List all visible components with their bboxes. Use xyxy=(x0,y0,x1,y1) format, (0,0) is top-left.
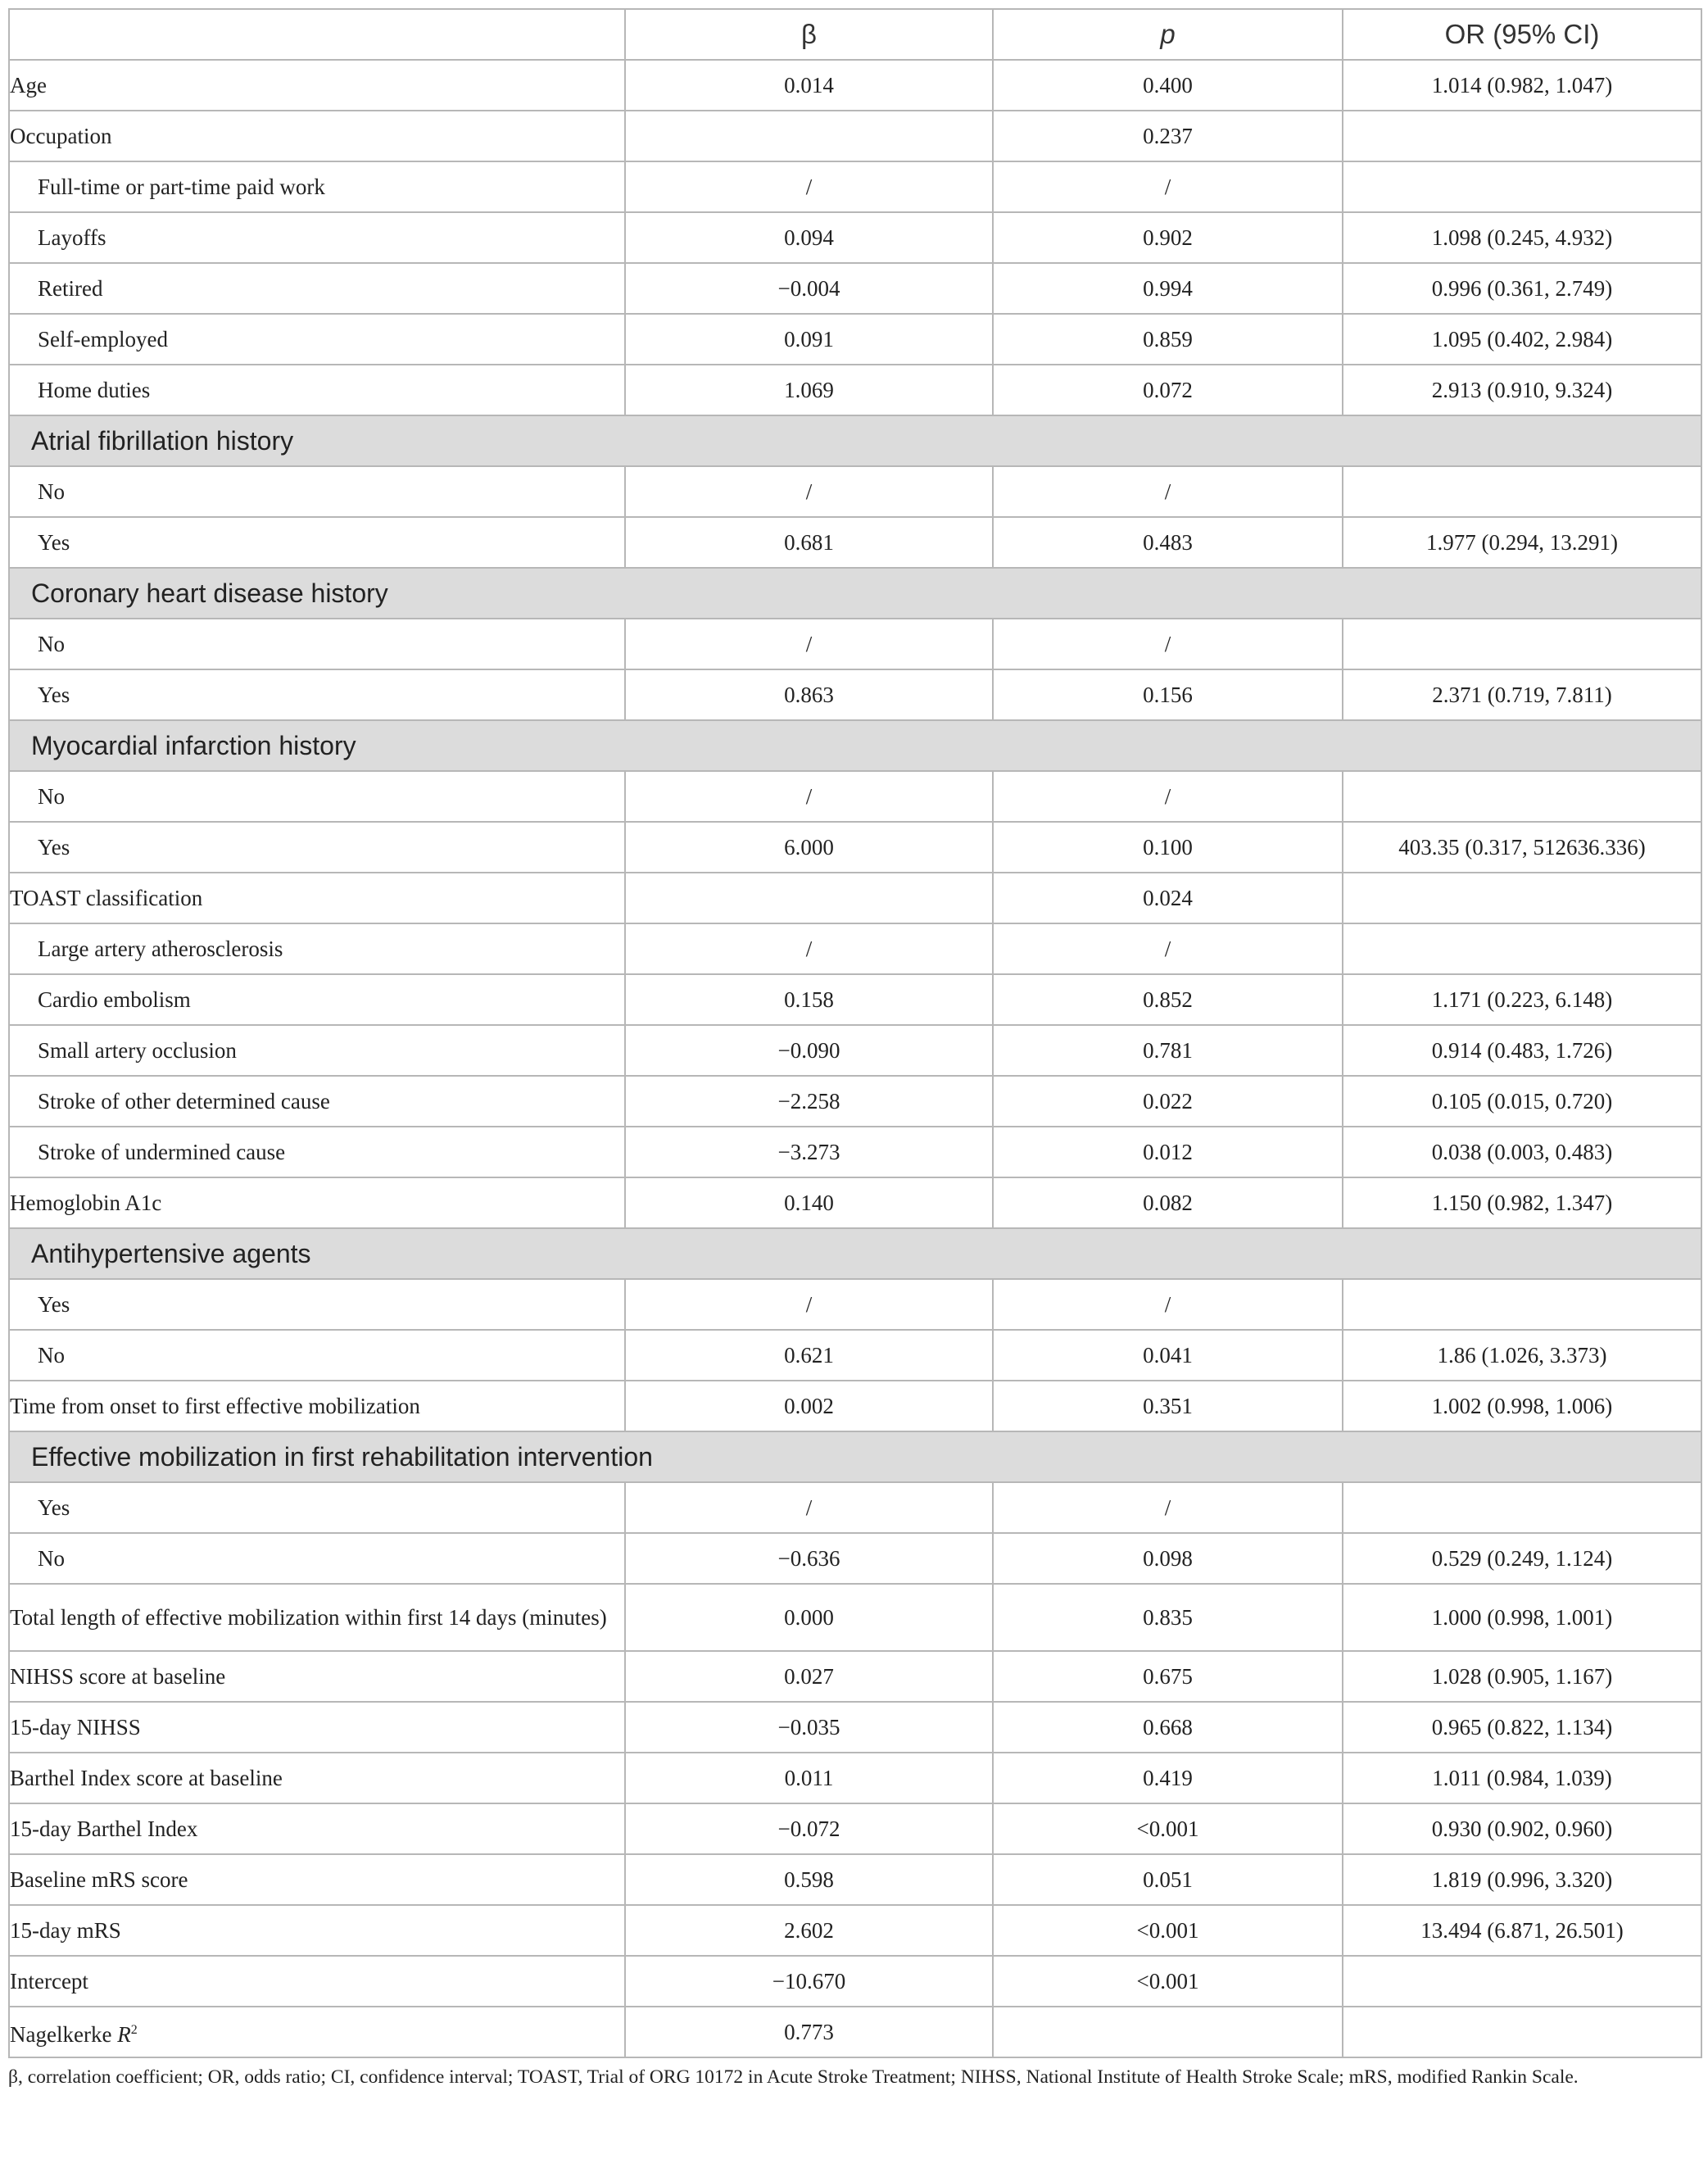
table-row xyxy=(9,212,1701,263)
or-ci-cell xyxy=(1343,1279,1701,1330)
row-label: No xyxy=(9,466,625,517)
beta-cell: 0.011 xyxy=(625,1753,993,1803)
beta-cell: 0.158 xyxy=(625,974,993,1025)
header-or: OR (95% CI) xyxy=(1343,9,1701,60)
section-header-row xyxy=(9,1431,1701,1482)
beta-cell: −0.035 xyxy=(625,1702,993,1753)
p-value-cell: / xyxy=(993,161,1343,212)
or-ci-cell xyxy=(1343,111,1701,161)
header-beta: β xyxy=(625,9,993,60)
table-row xyxy=(9,1533,1701,1584)
table-header xyxy=(9,9,1701,60)
row-label: No xyxy=(9,771,625,822)
row-label: Full-time or part-time paid work xyxy=(9,161,625,212)
p-value-cell: 0.100 xyxy=(993,822,1343,873)
beta-cell: 0.621 xyxy=(625,1330,993,1381)
table-row xyxy=(9,2007,1701,2057)
table-row xyxy=(9,974,1701,1025)
or-ci-cell: 1.011 (0.984, 1.039) xyxy=(1343,1753,1701,1803)
or-ci-cell: 0.105 (0.015, 0.720) xyxy=(1343,1076,1701,1127)
or-ci-cell xyxy=(1343,466,1701,517)
regression-table-container xyxy=(8,8,1701,2089)
r-superscript: 2 xyxy=(130,2022,138,2037)
beta-cell: 0.014 xyxy=(625,60,993,111)
p-value-cell: 0.072 xyxy=(993,365,1343,415)
section-label: Coronary heart disease history xyxy=(9,568,1701,619)
beta-cell: / xyxy=(625,771,993,822)
or-ci-cell: 1.028 (0.905, 1.167) xyxy=(1343,1651,1701,1702)
beta-cell: 0.681 xyxy=(625,517,993,568)
p-value-cell: 0.237 xyxy=(993,111,1343,161)
table-row xyxy=(9,517,1701,568)
beta-cell: −0.636 xyxy=(625,1533,993,1584)
beta-cell: −3.273 xyxy=(625,1127,993,1177)
table-row xyxy=(9,669,1701,720)
row-label: Occupation xyxy=(9,111,625,161)
table-row xyxy=(9,1854,1701,1905)
table-row xyxy=(9,263,1701,314)
beta-cell: / xyxy=(625,1482,993,1533)
or-ci-cell: 0.996 (0.361, 2.749) xyxy=(1343,263,1701,314)
p-value-cell: / xyxy=(993,619,1343,669)
section-label: Antihypertensive agents xyxy=(9,1228,1701,1279)
beta-cell: 0.598 xyxy=(625,1854,993,1905)
row-label: 15-day NIHSS xyxy=(9,1702,625,1753)
row-label: Time from onset to first effective mobilization xyxy=(9,1381,625,1431)
table-row xyxy=(9,314,1701,365)
header-variable xyxy=(9,9,625,60)
section-label: Atrial fibrillation history xyxy=(9,415,1701,466)
p-value-cell: 0.835 xyxy=(993,1584,1343,1651)
table-row xyxy=(9,1330,1701,1381)
p-value-cell: 0.902 xyxy=(993,212,1343,263)
p-value-cell: 0.668 xyxy=(993,1702,1343,1753)
table-row xyxy=(9,1279,1701,1330)
p-value-cell: 0.022 xyxy=(993,1076,1343,1127)
beta-cell: −2.258 xyxy=(625,1076,993,1127)
p-value-cell: 0.852 xyxy=(993,974,1343,1025)
table-row xyxy=(9,923,1701,974)
table-row xyxy=(9,619,1701,669)
row-label: Yes xyxy=(9,669,625,720)
beta-cell: −10.670 xyxy=(625,1956,993,2007)
table-row xyxy=(9,1076,1701,1127)
row-label: 15-day Barthel Index xyxy=(9,1803,625,1854)
p-value-cell: <0.001 xyxy=(993,1905,1343,1956)
p-value-cell: / xyxy=(993,1279,1343,1330)
row-label: Yes xyxy=(9,1279,625,1330)
beta-cell xyxy=(625,873,993,923)
row-label xyxy=(9,2007,625,2057)
p-value-cell: 0.082 xyxy=(993,1177,1343,1228)
table-row xyxy=(9,1127,1701,1177)
table-row xyxy=(9,1803,1701,1854)
table-footnote: β, correlation coefficient; OR, odds ratio; CI, confidence interval; TOAST, Trial of ORG 10172 in Acute Stroke Treatment; NIHSS, National Institute of Health Stroke Scale; mRS, modified Rankin Scale. xyxy=(8,2066,1579,2088)
p-value-cell: 0.400 xyxy=(993,60,1343,111)
row-label: NIHSS score at baseline xyxy=(9,1651,625,1702)
or-ci-cell xyxy=(1343,161,1701,212)
or-ci-cell xyxy=(1343,1482,1701,1533)
beta-cell: 1.069 xyxy=(625,365,993,415)
or-ci-cell: 13.494 (6.871, 26.501) xyxy=(1343,1905,1701,1956)
or-ci-cell: 1.150 (0.982, 1.347) xyxy=(1343,1177,1701,1228)
section-header-row xyxy=(9,568,1701,619)
table-row xyxy=(9,111,1701,161)
beta-cell: 0.027 xyxy=(625,1651,993,1702)
section-label: Effective mobilization in first rehabilitation intervention xyxy=(9,1431,1701,1482)
row-label: Age xyxy=(9,60,625,111)
or-ci-cell: 1.095 (0.402, 2.984) xyxy=(1343,314,1701,365)
or-ci-cell xyxy=(1343,873,1701,923)
table-row xyxy=(9,1025,1701,1076)
p-value-cell: 0.419 xyxy=(993,1753,1343,1803)
table-row xyxy=(9,1584,1701,1651)
beta-cell: 0.863 xyxy=(625,669,993,720)
or-ci-cell: 1.000 (0.998, 1.001) xyxy=(1343,1584,1701,1651)
or-ci-cell: 1.002 (0.998, 1.006) xyxy=(1343,1381,1701,1431)
table-row xyxy=(9,466,1701,517)
header-p: p xyxy=(993,9,1343,60)
table-row xyxy=(9,1381,1701,1431)
p-value-cell: <0.001 xyxy=(993,1803,1343,1854)
or-ci-cell: 0.930 (0.902, 0.960) xyxy=(1343,1803,1701,1854)
row-label: Self-employed xyxy=(9,314,625,365)
p-value-cell: <0.001 xyxy=(993,1956,1343,2007)
or-ci-cell: 1.014 (0.982, 1.047) xyxy=(1343,60,1701,111)
p-value-cell: 0.012 xyxy=(993,1127,1343,1177)
beta-cell: 0.002 xyxy=(625,1381,993,1431)
beta-cell: −0.072 xyxy=(625,1803,993,1854)
table-body xyxy=(9,60,1701,2057)
r-symbol: R xyxy=(117,2021,131,2047)
row-label: No xyxy=(9,1330,625,1381)
or-ci-cell: 1.977 (0.294, 13.291) xyxy=(1343,517,1701,568)
beta-cell: / xyxy=(625,466,993,517)
p-value-cell: 0.675 xyxy=(993,1651,1343,1702)
row-label: Barthel Index score at baseline xyxy=(9,1753,625,1803)
p-value-cell xyxy=(993,2007,1343,2057)
or-ci-cell: 1.171 (0.223, 6.148) xyxy=(1343,974,1701,1025)
p-value-cell: 0.041 xyxy=(993,1330,1343,1381)
row-label: Layoffs xyxy=(9,212,625,263)
or-ci-cell: 0.529 (0.249, 1.124) xyxy=(1343,1533,1701,1584)
section-header-row xyxy=(9,415,1701,466)
beta-cell: −0.004 xyxy=(625,263,993,314)
table-row xyxy=(9,822,1701,873)
row-label: Cardio embolism xyxy=(9,974,625,1025)
section-header-row xyxy=(9,720,1701,771)
row-label: Small artery occlusion xyxy=(9,1025,625,1076)
row-label: TOAST classification xyxy=(9,873,625,923)
table-row xyxy=(9,771,1701,822)
beta-cell: / xyxy=(625,923,993,974)
section-label: Myocardial infarction history xyxy=(9,720,1701,771)
beta-cell: 0.094 xyxy=(625,212,993,263)
beta-cell: 0.091 xyxy=(625,314,993,365)
or-ci-cell: 1.819 (0.996, 3.320) xyxy=(1343,1854,1701,1905)
row-label: 15-day mRS xyxy=(9,1905,625,1956)
table-row xyxy=(9,1956,1701,2007)
or-ci-cell xyxy=(1343,771,1701,822)
beta-cell: 0.140 xyxy=(625,1177,993,1228)
p-value-cell: 0.483 xyxy=(993,517,1343,568)
p-value-cell: 0.051 xyxy=(993,1854,1343,1905)
row-label: Yes xyxy=(9,517,625,568)
row-label: Home duties xyxy=(9,365,625,415)
p-value-cell: 0.859 xyxy=(993,314,1343,365)
beta-cell: / xyxy=(625,161,993,212)
p-value-cell: 0.156 xyxy=(993,669,1343,720)
beta-cell xyxy=(625,111,993,161)
p-value-cell: 0.098 xyxy=(993,1533,1343,1584)
p-value-cell: / xyxy=(993,466,1343,517)
table-row xyxy=(9,873,1701,923)
p-value-cell: / xyxy=(993,771,1343,822)
row-label: Yes xyxy=(9,1482,625,1533)
p-value-cell: 0.351 xyxy=(993,1381,1343,1431)
row-label: No xyxy=(9,619,625,669)
row-label: Total length of effective mobilization within first 14 days (minutes) xyxy=(9,1584,625,1651)
regression-table xyxy=(8,8,1702,2058)
or-ci-cell: 2.913 (0.910, 9.324) xyxy=(1343,365,1701,415)
or-ci-cell: 403.35 (0.317, 512636.336) xyxy=(1343,822,1701,873)
table-row xyxy=(9,1905,1701,1956)
or-ci-cell xyxy=(1343,619,1701,669)
row-label: Retired xyxy=(9,263,625,314)
or-ci-cell: 1.098 (0.245, 4.932) xyxy=(1343,212,1701,263)
or-ci-cell: 0.038 (0.003, 0.483) xyxy=(1343,1127,1701,1177)
table-row xyxy=(9,1651,1701,1702)
table-row xyxy=(9,1702,1701,1753)
p-value-cell: 0.994 xyxy=(993,263,1343,314)
table-row xyxy=(9,1177,1701,1228)
p-value-cell: 0.024 xyxy=(993,873,1343,923)
table-row xyxy=(9,161,1701,212)
or-ci-cell xyxy=(1343,923,1701,974)
table-row xyxy=(9,1482,1701,1533)
beta-cell: 6.000 xyxy=(625,822,993,873)
or-ci-cell xyxy=(1343,1956,1701,2007)
row-label: No xyxy=(9,1533,625,1584)
beta-cell: 0.773 xyxy=(625,2007,993,2057)
table-row xyxy=(9,1753,1701,1803)
or-ci-cell: 1.86 (1.026, 3.373) xyxy=(1343,1330,1701,1381)
beta-cell: / xyxy=(625,619,993,669)
row-label: Stroke of undermined cause xyxy=(9,1127,625,1177)
or-ci-cell: 2.371 (0.719, 7.811) xyxy=(1343,669,1701,720)
table-row xyxy=(9,365,1701,415)
section-header-row xyxy=(9,1228,1701,1279)
or-ci-cell: 0.914 (0.483, 1.726) xyxy=(1343,1025,1701,1076)
beta-cell: 2.602 xyxy=(625,1905,993,1956)
beta-cell: −0.090 xyxy=(625,1025,993,1076)
row-label: Large artery atherosclerosis xyxy=(9,923,625,974)
or-ci-cell xyxy=(1343,2007,1701,2057)
row-label: Intercept xyxy=(9,1956,625,2007)
table-row xyxy=(9,60,1701,111)
or-ci-cell: 0.965 (0.822, 1.134) xyxy=(1343,1702,1701,1753)
row-label: Stroke of other determined cause xyxy=(9,1076,625,1127)
beta-cell: 0.000 xyxy=(625,1584,993,1651)
beta-cell: / xyxy=(625,1279,993,1330)
p-value-cell: 0.781 xyxy=(993,1025,1343,1076)
p-value-cell: / xyxy=(993,923,1343,974)
row-label-text: Nagelkerke xyxy=(10,2021,118,2047)
row-label: Baseline mRS score xyxy=(9,1854,625,1905)
row-label: Hemoglobin A1c xyxy=(9,1177,625,1228)
p-value-cell: / xyxy=(993,1482,1343,1533)
row-label: Yes xyxy=(9,822,625,873)
